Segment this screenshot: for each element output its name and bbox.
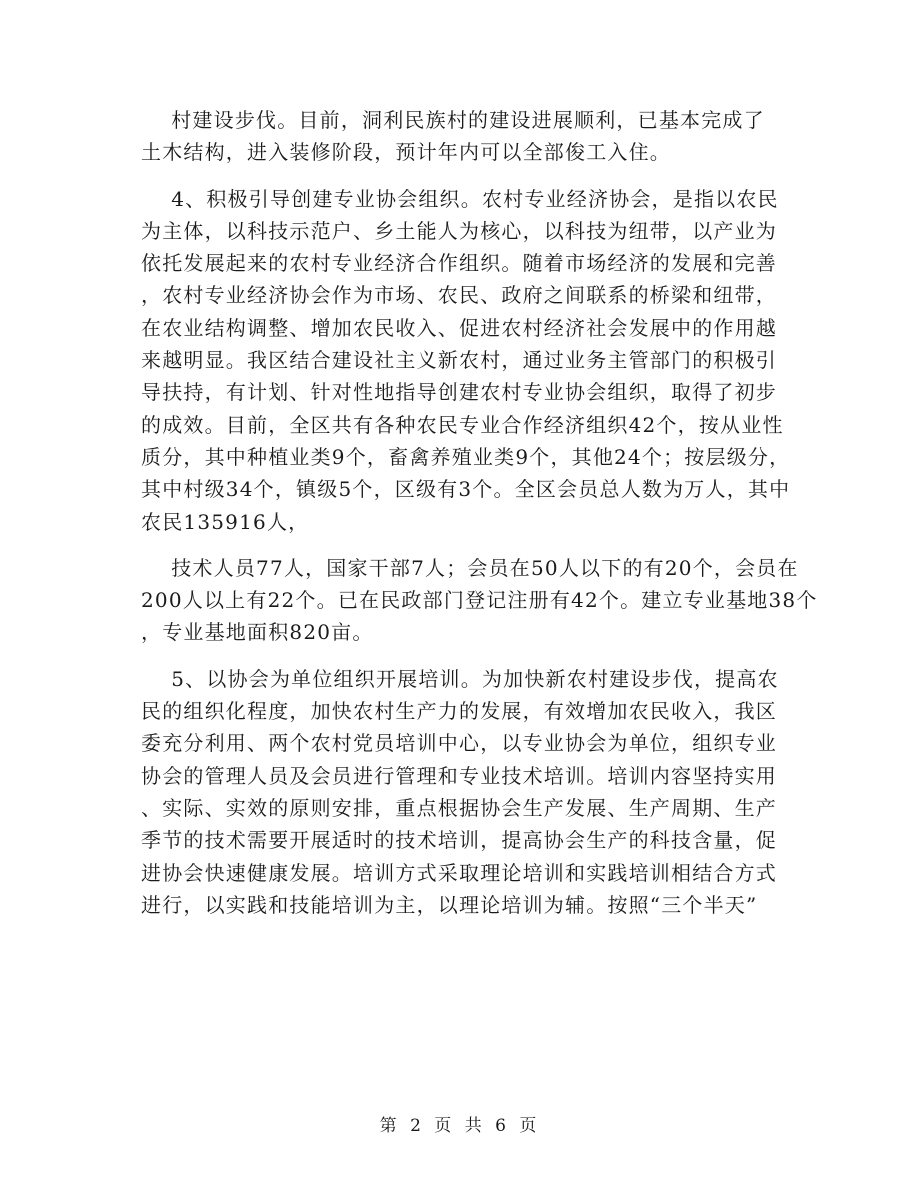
text-line: 的成效。目前，全区共有各种农民专业合作经济组织42个，按从业性 [141,412,784,437]
text-line: 土木结构，进入装修阶段，预计年内可以全部俊工入住。 [141,140,671,165]
text-line: 导扶持，有计划、针对性地指导创建农村专业协会组织，取得了初步 [141,380,777,405]
text-line: 来越明显。我区结合建设社主义新农村，通过业务主管部门的积极引 [141,348,777,373]
paragraph-4 [141,663,781,921]
text-line: 协会的管理人员及会员进行管理和专业技术培训。培训内容坚持实用 [141,763,777,788]
text-line: 质分，其中种植业类9个，畜禽养殖业类9个，其他24个；按层级分， [141,444,791,469]
paragraph-3 [141,552,818,649]
document-body [141,104,818,921]
text-line: 200人以上有22个。已在民政部门登记注册有42个。建立专业基地38个 [141,588,818,613]
text-line: 季节的技术需要开展适时的技术培训，提高协会生产的科技含量，促 [141,828,777,853]
page-number-footer: 第 2 页 共 6 页 [379,1116,541,1136]
text-line: 进协会快速健康发展。培训方式采取理论培训和实践培训相结合方式 [141,860,777,885]
text-line: 、实际、实效的原则安排，重点根据协会生产发展、生产周期、生产 [141,795,777,820]
text-line: 技术人员77人，国家干部7人；会员在50人以下的有20个，会员在 [141,555,799,580]
text-line: 村建设步伐。目前，洞利民族村的建设进展顺利，已基本完成了 [141,108,765,132]
text-line: 其中村级34个，镇级5个，区级有3个。全区会员总人数为万人，其中 [141,477,791,502]
text-line: ，农村专业经济协会作为市场、农民、政府之间联系的桥梁和纽带， [141,283,777,308]
text-line: ，专业基地面积820亩。 [141,620,374,645]
paragraph-1 [141,104,781,169]
paragraph-2 [141,183,791,538]
text-line: 4、积极引导创建专业协会组织。农村专业经济协会，是指以农民 [141,186,779,211]
text-line: 在农业结构调整、增加农民收入、促进农村经济社会发展中的作用越 [141,315,777,340]
text-line: 委充分利用、两个农村党员培训中心，以专业协会为单位，组织专业 [141,731,777,756]
text-line: 为主体，以科技示范户、乡土能人为核心，以科技为纽带，以产业为 [141,218,777,243]
text-line: 5、以协会为单位组织开展培训。为加快新农村建设步伐，提高农 [141,666,779,691]
text-line: 农民135916人， [141,509,310,534]
text-line: 进行，以实践和技能培训为主，以理论培训为辅。按照“三个半天” [141,892,758,917]
text-line: 民的组织化程度，加快农村生产力的发展，有效增加农民收入，我区 [141,699,777,724]
text-line: 依托发展起来的农村专业经济合作组织。随着市场经济的发展和完善 [141,251,777,276]
